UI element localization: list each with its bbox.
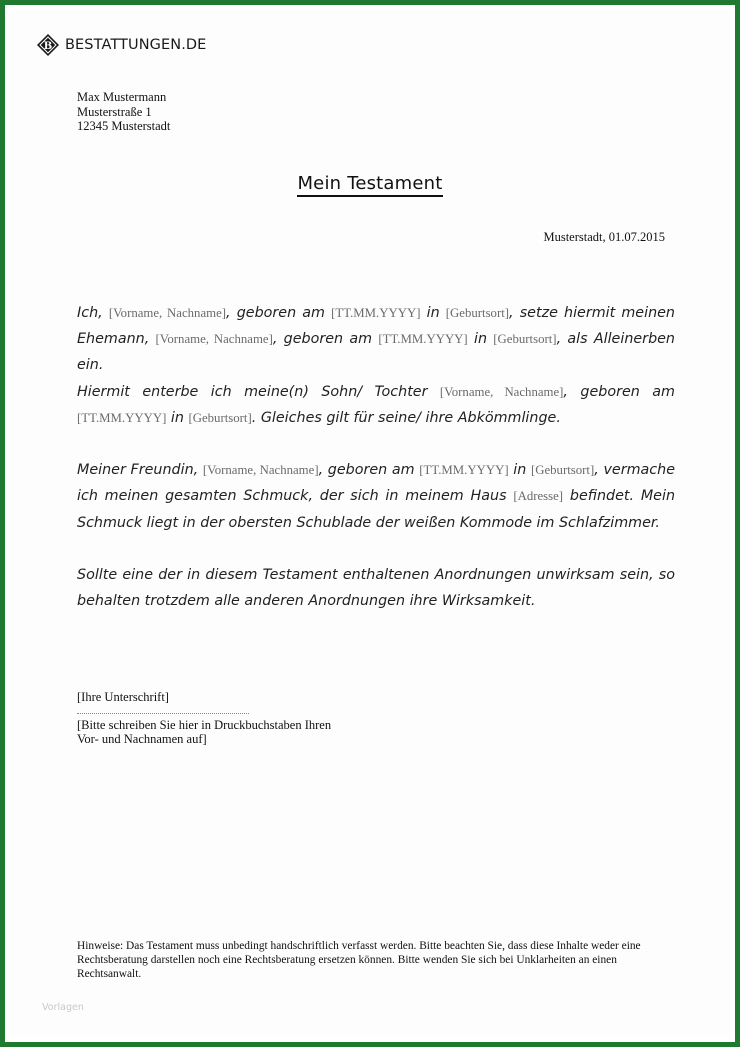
sender-city: 12345 Musterstadt xyxy=(77,119,171,133)
paragraph-1 xyxy=(77,300,675,431)
placeholder-name: [Vorname, Nachname] xyxy=(202,463,319,478)
placeholder-date: [TT.MM.YYYY] xyxy=(331,306,421,320)
placeholder-address: [Adresse] xyxy=(513,489,564,504)
text-segment: . Gleiches gilt für seine/ ihre Abkömmlinge. xyxy=(251,409,561,426)
document-title-row xyxy=(10,173,730,194)
placeholder-name: [Vorname, Nachname] xyxy=(439,384,564,399)
brand-logo xyxy=(36,33,206,57)
placeholder-birthplace: [Geburtsort] xyxy=(188,410,252,425)
text-segment: in xyxy=(426,305,440,321)
text-segment: , als Alleinerben ein. xyxy=(77,331,675,374)
paragraph-3: Sollte eine der in diesem Testament enthaltenen Anordnungen unwirksam sein, so behalten trotzdem alle anderen Anordnungen ihre Wirksamkeit. xyxy=(77,567,675,610)
placeholder-date: [TT.MM.YYYY] xyxy=(419,463,509,478)
text-segment: in xyxy=(473,331,488,348)
text-segment: , geboren am xyxy=(272,331,373,348)
text-segment: , vermache ich meinen gesamten Schmuck, der sich in meinem Haus xyxy=(77,462,675,505)
text-segment: in xyxy=(513,462,527,479)
text-segment: , geboren am xyxy=(563,383,675,400)
text-segment: , setze hiermit meinen Ehemann, xyxy=(77,305,675,348)
brand-name: BESTATTUNGEN.DE xyxy=(65,37,207,53)
page-sheet xyxy=(10,10,730,1037)
signature-instruction: [Bitte schreiben Sie hier in Druckbuchstaben Ihren xyxy=(77,717,332,732)
placeholder-birthplace: [Geburtsort] xyxy=(445,306,510,320)
legal-notes: Hinweise: Das Testament muss unbedingt handschriftlich verfasst werden. Bitte beachten Sie, dass diese Inhalte weder eine Rechtsberatung darstellen noch eine Rechtsberatung ersetzen können. Bitte wenden Sie sich bei Unklarheiten an einen Rechtsanwalt. xyxy=(77,940,641,980)
placeholder-date: [TT.MM.YYYY] xyxy=(77,410,167,425)
placeholder-date: [TT.MM.YYYY] xyxy=(378,332,468,347)
b-diamond-logo-icon xyxy=(36,33,60,57)
signature-label: [Ihre Unterschrift] xyxy=(77,690,169,704)
placeholder-name: [Vorname, Nachname] xyxy=(155,332,273,347)
testament-body xyxy=(77,300,675,641)
text-segment: Hiermit enterbe ich meine(n) Sohn/ Tochter xyxy=(77,383,428,400)
logo-letter: B xyxy=(43,41,53,52)
text-segment: , geboren am xyxy=(226,305,325,321)
placeholder-birthplace: [Geburtsort] xyxy=(530,463,595,478)
sender-address xyxy=(77,90,170,134)
text-segment: in xyxy=(170,409,184,426)
text-segment: , geboren am xyxy=(318,462,415,479)
signature-block xyxy=(77,690,331,747)
footer-watermark: Vorlagen xyxy=(42,1002,84,1013)
sender-name: Max Mustermann xyxy=(77,90,167,104)
text-segment: befindet. Mein Schmuck liegt in der obersten Schublade der weißen Kommode im Schlafzimmer. xyxy=(77,488,676,531)
sender-street: Musterstraße 1 xyxy=(77,104,152,119)
place-date: Musterstadt, 01.07.2015 xyxy=(543,230,665,244)
text-segment: Meiner Freundin, xyxy=(77,462,199,479)
paragraph-2 xyxy=(77,457,675,536)
document-title: Mein Testament xyxy=(297,173,442,197)
text-segment: Ich, xyxy=(77,305,103,321)
signature-instruction: Vor- und Nachnamen auf] xyxy=(77,732,207,746)
placeholder-name: [Vorname, Nachname] xyxy=(108,306,227,320)
signature-line xyxy=(77,713,249,714)
placeholder-birthplace: [Geburtsort] xyxy=(493,332,557,347)
